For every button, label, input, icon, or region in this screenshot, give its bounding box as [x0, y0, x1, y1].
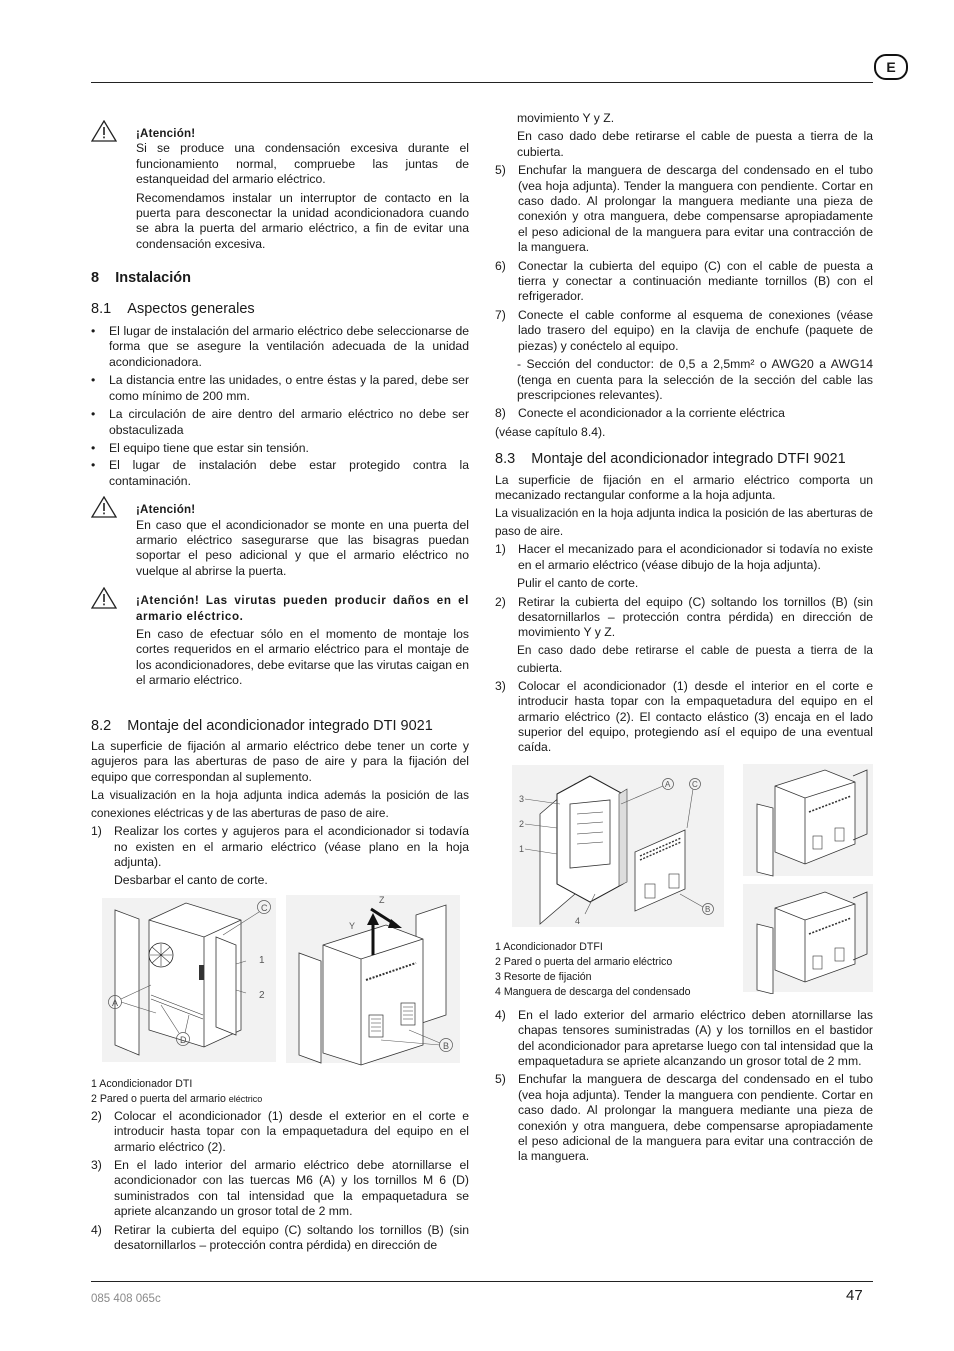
left-column: [91, 118, 469, 1254]
list-item: • El lugar de instalación debe estar protegido contra la contaminación.: [91, 458, 469, 489]
section-title: Instalación: [115, 270, 191, 287]
label-2: 2: [519, 818, 525, 829]
list-item: • El equipo tiene que estar sin tensión.: [91, 441, 469, 456]
warning-text: En caso que el acondicionador se monte en una puerta del armario eléctrico sasegurarse que las bisagras puedan soportar el peso adicional y que el armario eléctrico no vuelque al abrirse la puerta.: [136, 517, 469, 578]
document-code: 085 408 065c: [91, 1293, 161, 1305]
caption-text: 2 Pared o puerta del armario: [91, 1092, 229, 1105]
step-continuation: movimiento Y y Z.: [517, 111, 615, 125]
step-number: 4): [91, 1222, 102, 1237]
step-number: 4): [495, 1007, 506, 1022]
subsection-heading: [91, 302, 469, 317]
list-item: • El lugar de instalación del armario eléctrico debe seleccionarse de forma que se asegure la ventilación adecuada de la unidad acondicionadora.: [91, 324, 469, 370]
section-number: 8.3: [495, 451, 516, 468]
paragraph: La superficie de fijación en el armario eléctrico comporta un mecanizado rectangular conforme a la hoja adjunta.: [495, 472, 873, 502]
bullet-list: [91, 324, 469, 489]
step-subtext: (véase capítulo 8.4).: [495, 424, 606, 439]
warning-block: [91, 593, 469, 688]
warning-text: Si se produce una condensación excesiva durante el funcionamiento normal, compruebe las juntas de estanqueidad del armario eléctrico.: [136, 141, 469, 187]
step-text: En el lado exterior del armario eléctrico deben atornillarse las chapas tensores suministradas (A) y los tornillos en el bastidor del acondicionador para apretarse luego con tal intensidad que la empaquetadura se apriete alcanzando un grosor total de 2 mm.: [518, 1007, 873, 1069]
list-item: [495, 259, 873, 305]
label-4: 4: [575, 915, 581, 926]
label-b: B: [443, 1040, 450, 1051]
label-1: 1: [259, 954, 265, 966]
list-item: [495, 406, 873, 421]
label-1: 1: [519, 843, 525, 854]
warning-triangle-icon: [91, 587, 117, 609]
subsection-heading: [91, 719, 469, 734]
step-text: Colocar el acondicionador (1) desde el interior en el corte e introducir hasta topar con la empaquetadura del equipo en el armario eléctrico (2). El contacto elástico (3) encaja en el lado superior del equipo, protegiendo así el equipo de una eventual caída.: [518, 678, 873, 755]
footer-rule: [91, 1281, 873, 1282]
label-z: Z: [379, 894, 385, 905]
caption-text-small: eléctrico: [228, 1093, 263, 1104]
list-item: • La distancia entre las unidades, o entre éstas y la pared, debe ser como mínimo de 200 mm.: [91, 373, 469, 404]
header-rule: [91, 82, 873, 83]
section-heading: [91, 271, 469, 286]
list-item: [91, 824, 469, 870]
label-y: Y: [349, 920, 356, 931]
label-a: A: [112, 997, 119, 1008]
caption-line: 2 Pared o puerta del armario eléctrico: [495, 955, 673, 968]
section-number: 8: [91, 270, 100, 287]
right-column: [495, 111, 873, 1165]
list-item: [91, 1109, 469, 1155]
step-text: Conecte el cable conforme al esquema de conexiones (véase lado trasero del equipo) en la clavija de enchufe (paquete de piezas) y conéctelo al equipo.: [518, 307, 873, 353]
label-3: 3: [519, 793, 525, 804]
page-number: 47: [846, 1287, 863, 1304]
step-subtext: En caso dado debe retirarse el cable de puesta a tierra de la cubierta.: [517, 642, 873, 675]
label-2: 2: [259, 989, 265, 1001]
step-number: 2): [91, 1108, 102, 1123]
step-subtext: Pulir el canto de corte.: [517, 576, 639, 591]
step-text: Hacer el mecanizado para el acondicionador si todavía no existe en el armario eléctrico (véase dibujo de la hoja adjunta).: [518, 542, 873, 572]
figure-dti: [91, 895, 469, 1067]
warning-triangle-icon: [91, 496, 117, 518]
paragraph: La visualización en la hoja adjunta indica además la posición de las conexiones eléctricas y de las aberturas de paso de aire.: [91, 788, 469, 821]
step-number: 3): [495, 678, 506, 693]
list-item: • La circulación de aire dentro del armario eléctrico no debe ser obstaculizada: [91, 407, 469, 438]
caption-line: 1 Acondicionador DTFI: [495, 940, 603, 953]
step-text: En el lado interior del armario eléctrico debe atornillarse el acondicionador con las tuercas M6 (A) y los tornillos M 6 (D) suministrados con tal intensidad que la empaquetadura se apriete alcanzando un grosor total de 2 mm.: [114, 1158, 469, 1219]
list-item: [495, 1008, 873, 1070]
list-item: [91, 1223, 469, 1254]
section-title: Aspectos generales: [127, 300, 255, 317]
step-text: Conecte el acondicionador a la corriente eléctrica: [518, 406, 785, 421]
step-continuation: En caso dado debe retirarse el cable de puesta a tierra de la cubierta.: [517, 129, 873, 159]
warning-block: [91, 126, 469, 252]
list-item: [495, 679, 873, 756]
caption-line: 3 Resorte de fijación: [495, 970, 592, 983]
list-item: [91, 1158, 469, 1220]
figure-dtfi: [495, 764, 873, 998]
step-number: 5): [495, 1072, 506, 1087]
step-number: 5): [495, 163, 506, 178]
label-c: C: [692, 779, 698, 789]
section-number: 8.2: [91, 717, 112, 734]
subsection-heading: [495, 452, 873, 467]
caption-line: 1 Acondicionador DTI: [91, 1077, 193, 1090]
caption-line: [91, 1092, 469, 1107]
warning-text: Recomendamos instalar un interruptor de contacto en la puerta para desconectar la unidad acondicionadora cuando se abra la puerta del armario eléctrico, a fin de evitar una condensación excesiva.: [136, 190, 469, 251]
step-number: 1): [495, 542, 506, 557]
label-c: C: [261, 902, 268, 913]
warning-text: En caso de efectuar sólo en el momento de montaje los cortes requeridos en el armario eléctrico para el montaje de los acondicionadores, debe evitarse que las virutas caigan en el armario eléctrico.: [136, 626, 469, 688]
list-item: [495, 1072, 873, 1164]
step-text: Colocar el acondicionador (1) desde el exterior en el corte e introducir hasta topar con la empaquetadura del equipo en el armario eléctrico (2).: [114, 1108, 469, 1154]
caption-line: 4 Manguera de descarga del condensado: [495, 985, 691, 998]
step-text: Enchufar la manguera de descarga del condensado en el tubo (vea hoja adjunta). Tender la manguera con pendiente. Cortar en caso dado. Al prolongar la manguera mediante una pieza de conexión y otra manguera, debe compensarse apropiadamente el peso adicional de la manguera para evitar una contracción de la manguera.: [518, 163, 873, 255]
step-text: Realizar los cortes y agujeros para el acondicionador si todavía no existen en el armario eléctrico (véase plano en la hoja adjunta).: [114, 824, 469, 870]
step-number: 3): [91, 1158, 102, 1173]
figure-caption: [495, 940, 691, 1000]
section-title: Montaje del acondicionador integrado DTFI 9021: [531, 451, 846, 468]
step-number: 8): [495, 406, 506, 421]
language-badge: E: [874, 54, 908, 80]
label-b: B: [705, 904, 711, 914]
section-title: Montaje del acondicionador integrado DTI 9021: [127, 717, 433, 734]
step-number: 2): [495, 594, 506, 609]
paragraph: La visualización en la hoja adjunta indica la posición de las aberturas de paso de aire.: [495, 506, 873, 539]
list-item: [495, 308, 873, 354]
step-text: Conectar la cubierta del equipo (C) con el cable de puesta a tierra y conectar a continuación mediante tornillos (B) con el refrigerador.: [518, 258, 873, 304]
warning-title: ¡Atención! Las virutas pueden producir daños en el armario eléctrico.: [136, 594, 469, 623]
warning-triangle-icon: [91, 120, 117, 142]
step-subtext: - Sección del conductor: de 0,5 a 2,5mm² o AWG20 a AWG14 (tenga en cuenta para la selección de la sección del cable las prescripciones relevantes).: [517, 357, 873, 402]
step-text: Retirar la cubierta del equipo (C) soltando los tornillos (B) (sin desatornillarlos – protección contra pérdida) en dirección de: [114, 1222, 469, 1253]
list-item: [495, 542, 873, 573]
step-subtext: Desbarbar el canto de corte.: [114, 873, 268, 888]
step-text: Retirar la cubierta del equipo (C) soltando los tornillos (B) (sin desatornillarlos – protección contra pérdida) en dirección de movimiento Y y Z.: [518, 594, 873, 640]
list-item: [495, 595, 873, 641]
dti-installation-drawing: [91, 895, 469, 1067]
paragraph: La superficie de fijación al armario eléctrico debe tener un corte y agujeros para las aberturas de paso de aire y para la fijación del equipo que correspondan al suplemento.: [91, 739, 469, 784]
step-text: Enchufar la manguera de descarga del condensado en el tubo (vea hoja adjunta). Tender la manguera con pendiente. Cortar en caso dado. Al prolongar la manguera mediante una pieza de conexión y otra manguera, debe compensarse apropiadamente el peso adicional de la manguera para evitar una contracción de la manguera.: [518, 1072, 873, 1164]
figure-caption: [91, 1077, 469, 1107]
list-item: [495, 163, 873, 255]
section-number: 8.1: [91, 300, 112, 317]
warning-title: ¡Atención!: [136, 503, 196, 517]
step-number: 6): [495, 258, 506, 273]
step-list: [91, 1109, 469, 1254]
warning-block: [91, 502, 469, 579]
warning-title: ¡Atención!: [136, 127, 196, 140]
label-a: A: [665, 779, 671, 789]
label-d: D: [180, 1034, 187, 1045]
step-number: 1): [91, 824, 102, 839]
step-number: 7): [495, 307, 506, 322]
